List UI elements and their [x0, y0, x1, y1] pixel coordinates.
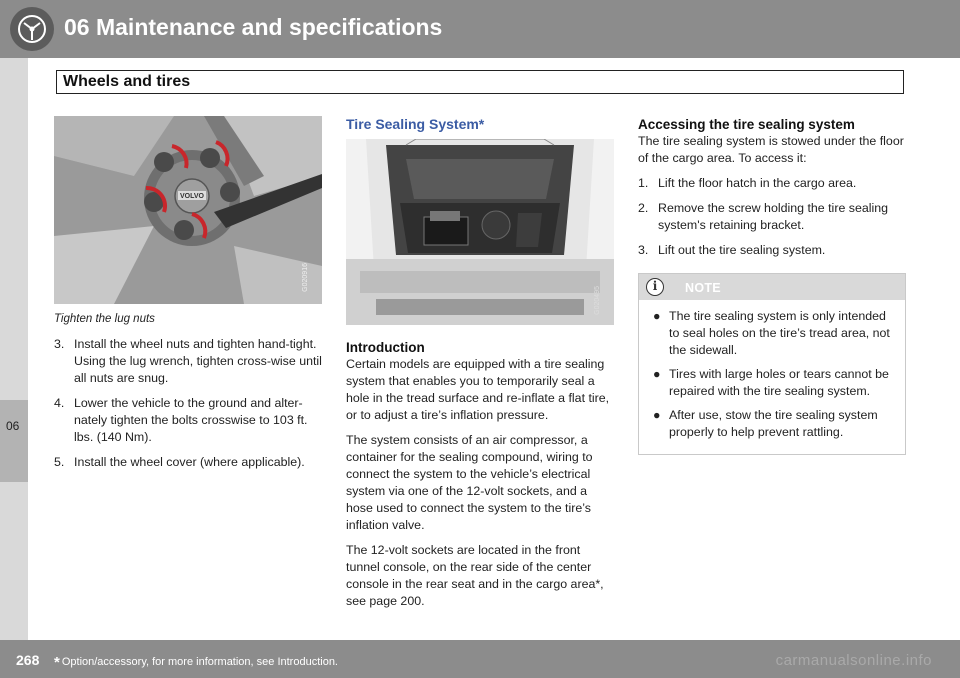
paragraph: The 12-volt sockets are located in the front tunnel console, on the rear side of the center console in the rear seat and in the cargo area*, see page 200.	[346, 543, 604, 608]
note-label: NOTE	[685, 281, 721, 295]
list-item: 2. Remove the screw holding the tire sealing system's retaining bracket.	[638, 201, 889, 232]
list-item: ● The tire sealing system is only intended to seal holes on the tire’s tread area, not the sidewall.	[653, 309, 890, 357]
paragraph: Certain models are equipped with a tire sealing system that enables you to temporarily seal a hole in the tread surface and re-inflate a flat tire, or to adjust a tire’s inflation pressure.	[346, 357, 610, 422]
note-header	[639, 274, 905, 300]
page-footer	[0, 640, 960, 678]
column-tire-sealing	[346, 116, 616, 618]
volvo-logo: VOLVO	[180, 193, 204, 200]
list-item: 1. Lift the floor hatch in the cargo area.	[638, 176, 857, 190]
chapter-tab	[0, 400, 28, 482]
section-heading: Tire Sealing System*	[346, 116, 485, 132]
list-item: ● Tires with large holes or tears cannot be repaired with the tire sealing system.	[653, 367, 889, 398]
note-box	[638, 273, 906, 455]
list-item: 4. Lower the vehicle to the ground and alter-nately tighten the bolts crosswise to 103 ft. lbs. (140 Nm).	[54, 396, 308, 444]
side-strip	[0, 58, 28, 640]
list-item: 3. Install the wheel nuts and tighten hand-tight. Using the lug wrench, tighten cross-wise until all nuts are snug.	[54, 337, 322, 385]
section-header	[56, 70, 904, 94]
bullet-icon: ●	[653, 309, 661, 323]
access-steps	[638, 175, 906, 259]
list-item: ● After use, stow the tire sealing system properly to help prevent rattling.	[653, 408, 878, 439]
photo-caption: Tighten the lug nuts	[54, 313, 155, 325]
maintenance-icon	[10, 7, 54, 51]
bullet-icon: ●	[653, 367, 661, 381]
column-lug-nuts	[54, 116, 324, 479]
info-icon: i	[646, 278, 664, 296]
footnote: * Option/accessory, for more information, see Introduction.	[54, 654, 338, 671]
column-accessing	[638, 116, 906, 455]
lug-nut-photo	[54, 116, 322, 304]
page-header	[0, 0, 960, 58]
list-item: 5. Install the wheel cover (where applicable).	[54, 455, 305, 469]
paragraph: The tire sealing system is stowed under the floor of the cargo area. To access it:	[638, 134, 904, 165]
introduction-heading: Introduction	[346, 340, 425, 355]
page-number: 268	[16, 652, 40, 668]
chapter-title: 06 Maintenance and specifications	[64, 14, 443, 40]
list-item: 3. Lift out the tire sealing system.	[638, 243, 826, 257]
chapter-tab-label: 06	[6, 419, 20, 433]
watermark: carmanualsonline.info	[775, 652, 932, 669]
note-body	[639, 300, 905, 454]
photo-code: G020916	[302, 263, 309, 292]
paragraph: The system consists of an air compressor, a container for the sealing compound, wiring to connect the system to the vehicle’s electrical system via one of the 12-volt sockets, and a hose used to connect the system to the tire’s inflation valve.	[346, 433, 593, 532]
cargo-area-photo	[346, 139, 614, 327]
section-title: Wheels and tires	[63, 73, 191, 90]
bullet-icon: ●	[653, 408, 661, 422]
photo-code: G020495	[594, 286, 601, 315]
accessing-heading: Accessing the tire sealing system	[638, 117, 855, 132]
lug-nut-steps	[54, 336, 324, 471]
